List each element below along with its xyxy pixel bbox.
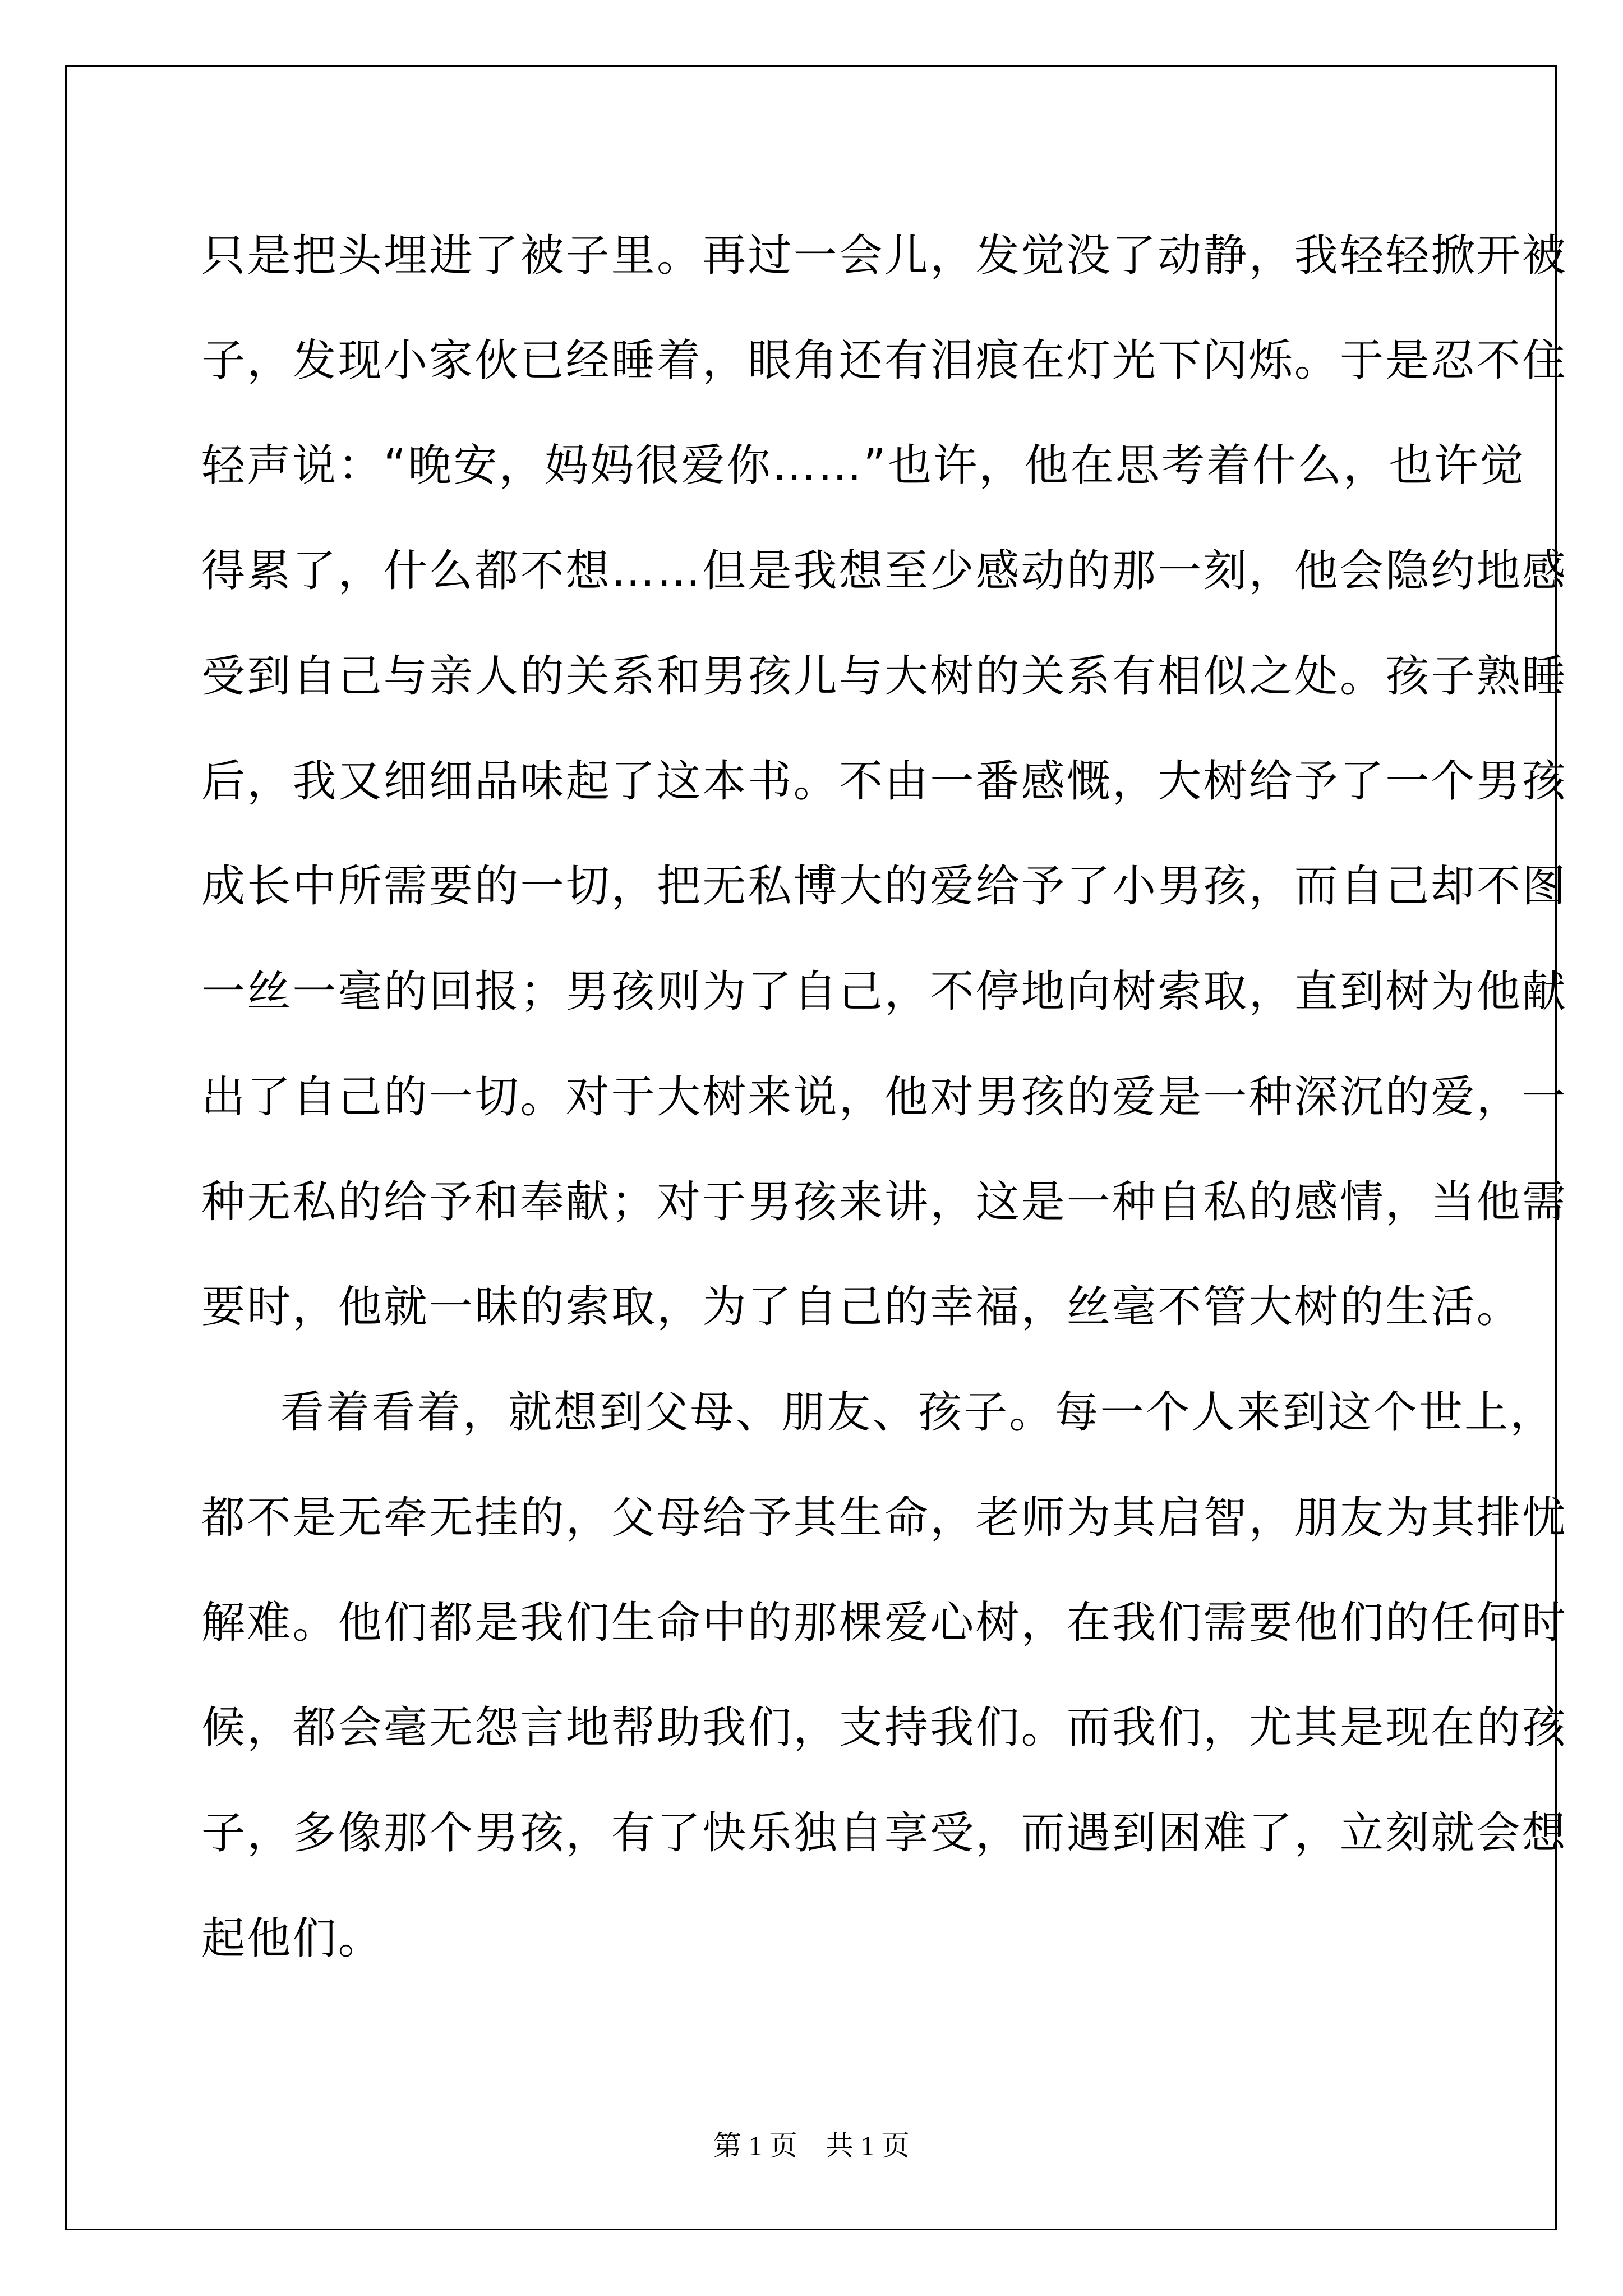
paragraph-2-line-5: 子，多像那个男孩，有了快乐独自享受，而遇到困难了，立刻就会想 [201, 1808, 1568, 1858]
paragraph-2-line-6: 起他们。 [201, 1913, 384, 1964]
paragraph-2-line-4: 候，都会毫无怨言地帮助我们，支持我们。而我们，尤其是现在的孩 [201, 1703, 1568, 1753]
page-border [65, 65, 1568, 2230]
page-number-footer: 第 1 页 共 1 页 [713, 2130, 910, 2161]
paragraph-1-line-1: 只是把头埋进了被子里。再过一会儿，发觉没了动静，我轻轻掀开被 [201, 231, 1568, 281]
paragraph-2-line-1: 看着看着，就想到父母、朋友、孩子。每一个人来到这个世上， [280, 1387, 1556, 1438]
paragraph-1-line-8: 一丝一毫的回报；男孩则为了自己，不停地向树索取，直到树为他献 [201, 967, 1568, 1017]
paragraph-1-line-11: 要时，他就一昧的索取，为了自己的幸福，丝毫不管大树的生活。 [201, 1282, 1522, 1332]
paragraph-1-line-3: 轻声说：“晚安，妈妈很爱你……”也许，他在思考着什么，也许觉 [201, 440, 1525, 491]
paragraph-1-line-6: 后，我又细细品味起了这本书。不由一番感慨，大树给予了一个男孩 [201, 756, 1568, 807]
paragraph-1-line-10: 种无私的给予和奉献；对于男孩来讲，这是一种自私的感情，当他需 [201, 1177, 1568, 1227]
paragraph-1-line-9: 出了自己的一切。对于大树来说，他对男孩的爱是一种深沉的爱，一 [201, 1072, 1568, 1122]
paragraph-1-line-5: 受到自己与亲人的关系和男孩儿与大树的关系有相似之处。孩子熟睡 [201, 651, 1568, 702]
paragraph-2-line-2: 都不是无牵无挂的，父母给予其生命，老师为其启智，朋友为其排忧 [201, 1493, 1568, 1543]
paragraph-1-line-7: 成长中所需要的一切，把无私博大的爱给予了小男孩，而自己却不图 [201, 861, 1568, 912]
paragraph-2-line-3: 解难。他们都是我们生命中的那棵爱心树，在我们需要他们的任何时 [201, 1598, 1568, 1648]
paragraph-1-line-2: 子，发现小家伙已经睡着，眼角还有泪痕在灯光下闪烁。于是忍不住 [201, 335, 1568, 386]
paragraph-1-line-4: 得累了，什么都不想……但是我想至少感动的那一刻，他会隐约地感 [201, 546, 1568, 596]
